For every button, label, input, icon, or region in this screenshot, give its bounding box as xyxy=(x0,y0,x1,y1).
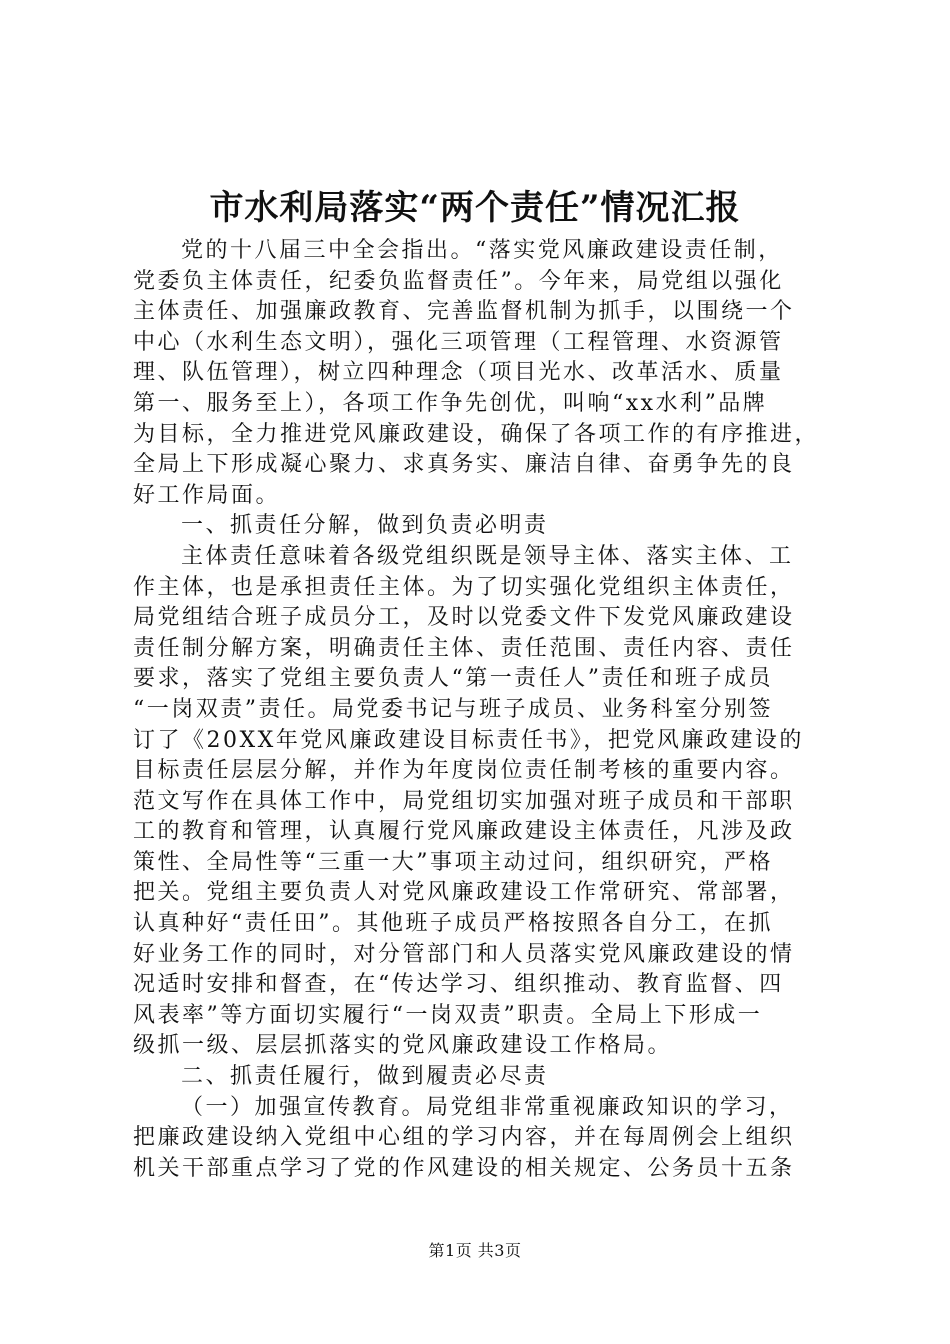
paragraph-line: 况适时安排和督查，在“传达学习、组织推动、教育监督、四 xyxy=(133,972,784,998)
paragraph-line: 好工作局面。 xyxy=(133,482,281,508)
section-heading: 二、抓责任履行，做到履责必尽责 xyxy=(181,1064,549,1090)
paragraph-line: 目标责任层层分解，并作为年度岗位责任制考核的重要内容。 xyxy=(133,758,795,784)
section-heading: 一、抓责任分解，做到负责必明责 xyxy=(181,513,549,539)
paragraph-line: 策性、全局性等“三重一大”事项主动过问，组织研究，严格 xyxy=(133,849,773,875)
paragraph-line: 范文写作在具体工作中，局党组切实加强对班子成员和干部职 xyxy=(133,788,795,814)
paragraph-line: 作主体，也是承担责任主体。为了切实强化党组织主体责任， xyxy=(133,574,795,600)
paragraph-line: 中心（水利生态文明），强化三项管理（工程管理、水资源管 xyxy=(133,329,784,355)
document-body xyxy=(133,236,828,1184)
page-footer: 第1页 共3页 xyxy=(428,1241,522,1260)
paragraph-line: 风表率”等方面切实履行“一岗双责”职责。全局上下形成一 xyxy=(133,1002,763,1028)
paragraph-line: 级抓一级、层层抓落实的党风廉政建设工作格局。 xyxy=(133,1033,673,1059)
paragraph-line: 责任制分解方案，明确责任主体、责任范围、责任内容、责任 xyxy=(133,635,795,661)
paragraph-line: 局党组结合班子成员分工，及时以党委文件下发党风廉政建设 xyxy=(133,605,795,631)
paragraph-line: 党的十八届三中全会指出。“落实党风廉政建设责任制， xyxy=(181,238,783,263)
paragraph-line: 机关干部重点学习了党的作风建设的相关规定、公务员十五条 xyxy=(133,1155,795,1181)
paragraph-line: 主体责任、加强廉政教育、完善监督机制为抓手，以围绕一个 xyxy=(133,299,795,325)
paragraph-line: 要求，落实了党组主要负责人“第一责任人”责任和班子成员 xyxy=(133,666,773,692)
paragraph-line: 为目标，全力推进党风廉政建设，确保了各项工作的有序推进， xyxy=(133,421,820,447)
paragraph-line: 主体责任意味着各级党组织既是领导主体、落实主体、工 xyxy=(181,543,794,569)
paragraph-line: 把廉政建设纳入党组中心组的学习内容，并在每周例会上组织 xyxy=(133,1125,795,1151)
paragraph-line: 第一、服务至上），各项工作争先创优，叫响“xx水利”品牌 xyxy=(133,390,768,416)
paragraph-line: 党委负主体责任，纪委负监督责任”。今年来，局党组以强化 xyxy=(133,268,784,294)
paragraph-line: 把关。党组主要负责人对党风廉政建设工作常研究、常部署， xyxy=(133,880,795,906)
document-title: 市水利局落实“两个责任”情况汇报 xyxy=(209,188,741,228)
paragraph-line: （一）加强宣传教育。局党组非常重视廉政知识的学习， xyxy=(181,1094,794,1120)
paragraph-line: 工的教育和管理，认真履行党风廉政建设主体责任，凡涉及政 xyxy=(133,819,795,845)
paragraph-line: 全局上下形成凝心聚力、求真务实、廉洁自律、奋勇争先的良 xyxy=(133,452,795,478)
paragraph-line: 好业务工作的同时，对分管部门和人员落实党风廉政建设的情 xyxy=(133,941,795,967)
paragraph-line: 订了《20XX年党风廉政建设目标责任书》，把党风廉政建设的 xyxy=(133,727,804,753)
paragraph-line: 理、队伍管理），树立四种理念（项目光水、改革活水、质量 xyxy=(133,360,784,386)
paragraph-line: 认真种好“责任田”。其他班子成员严格按照各自分工，在抓 xyxy=(133,911,773,937)
paragraph-line: “一岗双责”责任。局党委书记与班子成员、业务科室分别签 xyxy=(133,696,773,722)
